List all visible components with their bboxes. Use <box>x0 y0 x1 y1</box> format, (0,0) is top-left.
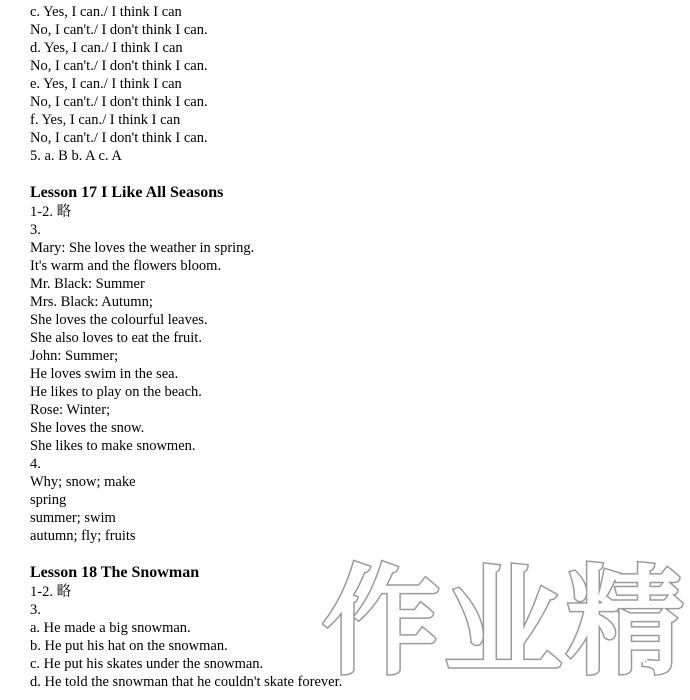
answer-line: a. He made a big snowman. <box>30 620 191 636</box>
answer-line: 3. <box>30 602 41 618</box>
lesson-18-title: Lesson 18 The Snowman <box>30 564 200 581</box>
answer-line: No, I can't./ I don't think I can. <box>30 22 208 38</box>
answer-line: Mr. Black: Summer <box>30 276 145 292</box>
answer-document <box>30 3 680 691</box>
answer-line: No, I can't./ I don't think I can. <box>30 130 208 146</box>
answer-line: 5. a. B b. A c. A <box>30 148 122 164</box>
answer-line: summer; swim <box>30 510 116 526</box>
answer-line: He likes to play on the beach. <box>30 384 202 400</box>
watermark-text: 作业精 <box>322 553 689 685</box>
answer-line: 4. <box>30 456 41 472</box>
answer-line: 1-2. 略 <box>30 204 72 220</box>
answer-line: John: Summer; <box>30 348 119 364</box>
answer-line: She also loves to eat the fruit. <box>30 330 202 346</box>
answer-line: She loves the snow. <box>30 420 145 436</box>
answer-line: She loves the colourful leaves. <box>30 312 208 328</box>
answer-line: She likes to make snowmen. <box>30 438 196 454</box>
answer-line: e. Yes, I can./ I think I can <box>30 76 182 92</box>
answer-line: Mrs. Black: Autumn; <box>30 294 153 310</box>
answer-line: d. He told the snowman that he couldn't skate forever. <box>30 674 343 690</box>
answer-line: It's warm and the flowers bloom. <box>30 258 222 274</box>
answer-line: b. He put his hat on the snowman. <box>30 638 228 654</box>
answer-line: No, I can't./ I don't think I can. <box>30 58 208 74</box>
answer-line: Why; snow; make <box>30 474 136 490</box>
section-spacer <box>30 545 680 563</box>
lesson-17-title: Lesson 17 I Like All Seasons <box>30 184 224 201</box>
answer-line: autumn; fly; fruits <box>30 528 136 544</box>
answer-line: c. Yes, I can./ I think I can <box>30 4 182 20</box>
answer-line: Rose: Winter; <box>30 402 111 418</box>
answer-line: spring <box>30 492 67 508</box>
answer-line: Mary: She loves the weather in spring. <box>30 240 255 256</box>
lesson-17-section <box>30 183 680 545</box>
answer-line: No, I can't./ I don't think I can. <box>30 94 208 110</box>
section-spacer <box>30 165 680 183</box>
answer-line: 3. <box>30 222 41 238</box>
answer-line: 1-2. 略 <box>30 584 72 600</box>
answer-line: c. He put his skates under the snowman. <box>30 656 264 672</box>
answer-line: He loves swim in the sea. <box>30 366 179 382</box>
previous-lesson-answers <box>30 3 680 165</box>
lesson-18-section <box>30 563 680 691</box>
answer-line: d. Yes, I can./ I think I can <box>30 40 183 56</box>
answer-line: f. Yes, I can./ I think I can <box>30 112 181 128</box>
